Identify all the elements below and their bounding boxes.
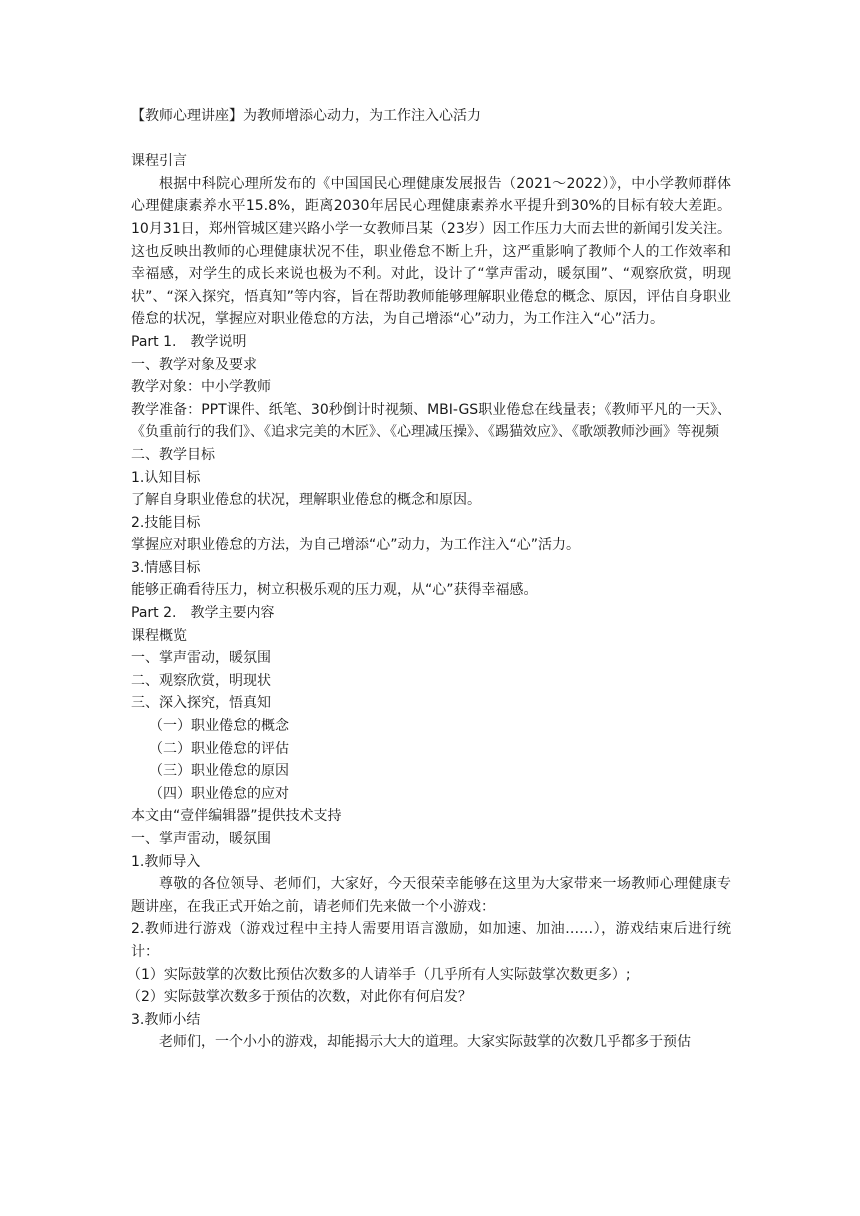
teaching-prep: 教学准备：PPT课件、纸笔、30秒倒计时视频、MBI-GS职业倦怠在线量表；《教师平凡的一天》、《负重前行的我们》、《追求完美的木匠》、《心理减压操》、《踢猫效应》、《歌颂教师沙画》等视频 <box>131 401 731 441</box>
section-a-heading: 一、掌声雷动，暖氛围 <box>131 831 271 847</box>
step1-text: 尊敬的各位领导、老师们，大家好，今天很荣幸能够在这里为大家带来一场教师心理健康专题讲座，在我正式开始之前，请老师们先来做一个小游戏： <box>131 876 731 915</box>
goal2-text: 掌握应对职业倦怠的方法，为自己增添“心”动力，为工作注入“心”活力。 <box>131 537 581 554</box>
step1-heading: 1.教师导入 <box>131 853 201 870</box>
goal1-text: 了解自身职业倦怠的状况，理解职业倦怠的概念和原因。 <box>131 492 481 509</box>
intro-heading: 课程引言 <box>131 153 187 170</box>
overview-item: 二、观察欣赏，明现状 <box>131 672 271 689</box>
step3-heading: 3.教师小结 <box>131 1011 201 1028</box>
goal1-heading: 1.认知目标 <box>131 469 201 486</box>
section1-heading: 一、教学对象及要求 <box>131 356 257 373</box>
document-title: 【教师心理讲座】为教师增添心动力，为工作注入心活力 <box>131 108 481 124</box>
goal3-text: 能够正确看待压力，树立积极乐观的压力观，从“心”获得幸福感。 <box>131 582 538 599</box>
part2-heading: Part 2. 教学主要内容 <box>131 605 275 622</box>
step2-question-2: （2）实际鼓掌次数多于预估的次数，对此你有何启发？ <box>127 989 472 1006</box>
step2-question-1: （1）实际鼓掌的次数比预估次数多的人请举手（几乎所有人实际鼓掌次数更多）; <box>127 966 631 983</box>
intro-paragraph: 根据中科院心理所发布的《中国国民心理健康发展报告（2021～2022）》，中小学教师群体心理健康素养水平15.8%，距离2030年居民心理健康素养水平提升到30%的目标有较大差距。10月31日，郑州管城区建兴路小学一女教师吕某（23岁）因工作压力大而去世的新闻引发关注。这也反映出教师的心理健康状况不佳，职业倦怠不断上升，这严重影响了教师个人的工作效率和幸福感，对学生的成长来说也极为不利。对此，设计了“掌声雷动，暖氛围”、“观察欣赏，明现状”、“深入探究，悟真知”等内容，旨在帮助教师能够理解职业倦怠的概念、原因，评估自身职业倦怠的状况，掌握应对职业倦怠的方法，为自己增添“心”动力，为工作注入“心”活力。 <box>131 175 731 328</box>
overview-heading: 课程概览 <box>131 627 187 644</box>
support-note: 本文由“壹伴编辑器”提供技术支持 <box>131 808 342 825</box>
document-body <box>127 105 731 1054</box>
overview-subitem: （一）职业倦怠的概念 <box>149 718 289 735</box>
teaching-object: 教学对象：中小学教师 <box>131 379 271 396</box>
step3-text: 老师们，一个小小的游戏，却能揭示大大的道理。大家实际鼓掌的次数几乎都多于预估 <box>159 1034 691 1051</box>
overview-subitem: （三）职业倦怠的原因 <box>149 763 289 780</box>
goal2-heading: 2.技能目标 <box>131 514 201 531</box>
section2-heading: 二、教学目标 <box>131 446 215 463</box>
overview-item: 三、深入探究，悟真知 <box>131 695 271 712</box>
overview-subitem: （四）职业倦怠的应对 <box>149 785 289 802</box>
overview-subitem: （二）职业倦怠的评估 <box>149 740 289 757</box>
overview-item: 一、掌声雷动，暖氛围 <box>131 650 271 667</box>
part1-heading: Part 1. 教学说明 <box>131 333 247 350</box>
goal3-heading: 3.情感目标 <box>131 559 201 576</box>
step2-text: 2.教师进行游戏（游戏过程中主持人需要用语言激励，如加速、加油……），游戏结束后进行统计： <box>131 921 731 960</box>
